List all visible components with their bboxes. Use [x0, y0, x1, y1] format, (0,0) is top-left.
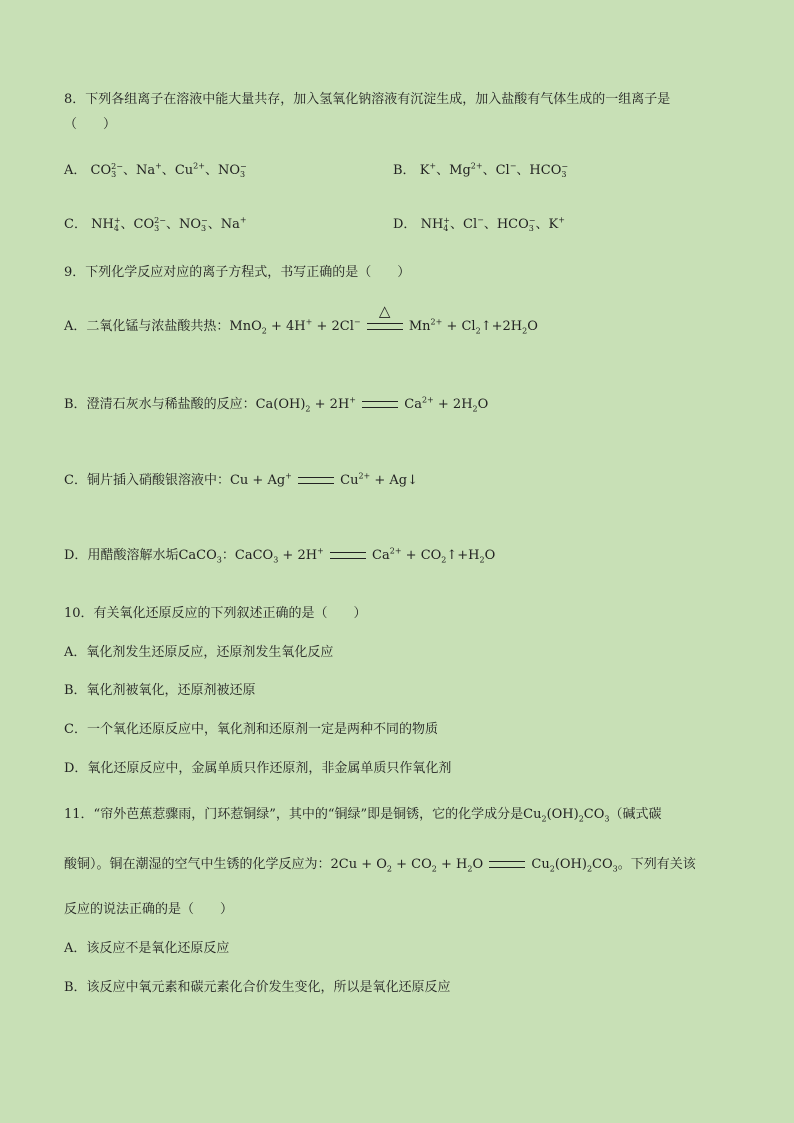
option-letter: C． [64, 217, 87, 232]
equation-sign [367, 302, 403, 330]
option-text: 铜片插入硝酸银溶液中： [86, 473, 230, 488]
ion: HCO − 3 [496, 215, 536, 233]
equation: Cu + Ag+ $Cu^{2+}$ + Ag↓ [229, 471, 419, 488]
ion: HCO − 3 [529, 161, 569, 179]
separator: 、 [483, 217, 497, 232]
ion: NO − 3 [178, 215, 208, 233]
q9-option-d: D．用醋酸溶解水垢CaCO$_3$：CaCO$_3$ + 2H+ $Ca^{2+}$ + $CO_2↑+H_2O$ [64, 546, 496, 565]
separator: 、 [482, 163, 496, 178]
q11-text: 。下列有关该 [617, 857, 696, 872]
q11-text: （碱式碳 [609, 807, 662, 822]
equation: CaCO$_3$ + 2H+ $Ca^{2+}$ + $CO_2↑+H_2O$ [234, 546, 496, 565]
equation: MnO$_2$ + 4H+ + 2Cl− △ $Mn^{2+}$ + $Cl_2↑+2H_2O$ [229, 302, 538, 336]
ion: $Cu^{2+}$ [174, 161, 205, 178]
q10-option-a: A．氧化剂发生还原反应，还原剂发生氧化反应 [64, 645, 334, 660]
option-text: 用醋酸溶解水垢 [87, 548, 179, 563]
q11-text: 酸铜）。铜在潮湿的空气中生锈的化学反应为： [64, 857, 331, 872]
option-letter: A． [64, 163, 87, 178]
heat-symbol: △ [378, 302, 391, 320]
q10-option-d: D．氧化还原反应中，金属单质只作还原剂，非金属单质只作氧化剂 [64, 761, 452, 776]
q8-bracket: （ ） [64, 117, 117, 132]
ion: K+ [548, 215, 565, 232]
equation: $2Cu + O_2 + CO_2 + H_2O$ $Cu_2(OH)_2CO_3$ [330, 857, 618, 874]
ion: Cl− [463, 215, 484, 232]
q11-option-b: B．该反应中氧元素和碳元素化合价发生变化，所以是氧化还原反应 [64, 980, 451, 995]
q8-option-a [64, 162, 247, 180]
separator: 、 [165, 217, 179, 232]
ion: Na+ [135, 161, 162, 178]
q10-stem: 10．有关氧化还原反应的下列叙述正确的是（ ） [64, 606, 367, 621]
option-letter: B． [64, 397, 87, 412]
option-letter: B． [393, 163, 416, 178]
option-letter: C． [64, 473, 87, 488]
q8-stem: 8．下列各组离子在溶液中能大量共存，加入氢氧化钠溶液有沉淀生成，加入盐酸有气体生成的一组离子是 [64, 92, 671, 107]
q11-line-1 [64, 806, 662, 824]
ion: NH + 4 [91, 215, 121, 233]
q8-option-b [393, 162, 568, 180]
equation-sign [362, 401, 398, 408]
ion: NH + 4 [420, 215, 450, 233]
option-text: 澄清石灰水与稀盐酸的反应： [86, 397, 256, 412]
ion-list [420, 163, 568, 178]
equation: $Ca(OH)_2 + 2H^+$ $Ca^{2+} + 2H_2O$ [255, 395, 489, 414]
separator: 、 [516, 163, 530, 178]
ion-list [91, 217, 246, 232]
option-letter: A． [64, 319, 87, 334]
q10-option-c: C．一个氧化还原反应中，氧化剂和还原剂一定是两种不同的物质 [64, 722, 438, 737]
q11-line-2 [64, 856, 696, 874]
ion: CO 2− 3 [90, 161, 123, 179]
ion: $Mg^{2+}$ [449, 161, 483, 178]
q10-option-b: B．氧化剂被氧化，还原剂被还原 [64, 683, 256, 698]
q9-stem: 9．下列化学反应对应的离子方程式，书写正确的是（ ） [64, 265, 411, 280]
equation-sign [489, 861, 525, 868]
separator: 、 [161, 163, 175, 178]
equation-sign [330, 552, 366, 559]
separator: 、 [436, 163, 450, 178]
ion: Cl− [495, 161, 517, 178]
separator: 、 [120, 217, 134, 232]
q11-option-a: A．该反应不是氧化还原反应 [64, 941, 230, 956]
option-letter: D． [393, 217, 417, 232]
q9-option-b [64, 396, 488, 414]
formula: $Cu_2(OH)_2CO_3$ [523, 807, 610, 824]
separator: 、 [122, 163, 136, 178]
ion: K+ [419, 161, 437, 178]
separator: 、 [535, 217, 549, 232]
separator: 、 [207, 217, 221, 232]
q11-text: 11．“帘外芭蕉惹骤雨，门环惹铜绿”，其中的“铜绿”即是铜锈，它的化学成分是 [64, 807, 524, 822]
separator: 、 [450, 217, 464, 232]
formula: CaCO$_3$ [178, 548, 222, 565]
q8-option-c [64, 216, 247, 234]
q8-option-d [393, 216, 565, 234]
ion: Na+ [220, 215, 247, 232]
option-text: 二氧化锰与浓盐酸共热： [86, 319, 230, 334]
ion: NO − 3 [217, 161, 247, 179]
ion-list [91, 163, 247, 178]
q11-line-3: 反应的说法正确的是（ ） [64, 902, 234, 917]
separator: 、 [204, 163, 218, 178]
ion-list [421, 217, 565, 232]
q9-option-a [64, 302, 538, 336]
ion: CO 2− 3 [133, 215, 166, 233]
q9-option-c [64, 472, 418, 490]
equation-sign [298, 477, 334, 484]
option-letter: D． [64, 548, 88, 563]
